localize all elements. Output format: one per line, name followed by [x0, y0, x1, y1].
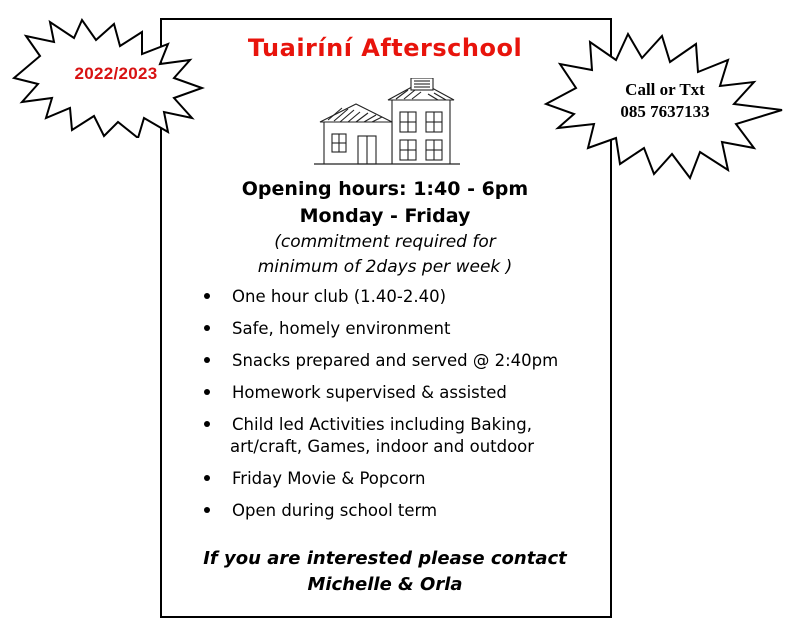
list-item-text: Friday Movie & Popcorn — [232, 468, 426, 488]
list-item — [196, 286, 596, 308]
bullet-dot-icon — [204, 357, 210, 363]
bullet-dot-icon — [204, 475, 210, 481]
contact-badge-line2: 085 7637133 — [620, 102, 710, 121]
list-item-text: Child led Activities including Baking, — [232, 414, 532, 434]
bullet-dot-icon — [204, 389, 210, 395]
bullet-dot-icon — [204, 421, 210, 427]
list-item — [196, 350, 596, 372]
contact-badge-line1: Call or Txt — [625, 80, 705, 99]
list-item — [196, 382, 596, 404]
features-list — [196, 286, 596, 532]
opening-hours-block — [175, 176, 595, 279]
opening-hours-line: Opening hours: 1:40 - 6pm — [241, 178, 529, 200]
list-item-text-continued: art/craft, Games, indoor and outdoor — [230, 436, 535, 456]
commitment-note-line2: minimum of 2days per week ) — [257, 256, 513, 277]
list-item-text: Safe, homely environment — [232, 318, 451, 338]
bullet-dot-icon — [204, 325, 210, 331]
list-item — [196, 468, 596, 490]
list-item — [196, 414, 596, 458]
contact-footer — [175, 546, 595, 598]
opening-days-line: Monday - Friday — [299, 204, 471, 227]
schoolhouse-icon — [300, 78, 476, 170]
bullet-dot-icon — [204, 293, 210, 299]
list-item-text: Snacks prepared and served @ 2:40pm — [232, 350, 559, 370]
page-title: Tuairíní Afterschool — [247, 34, 523, 62]
bullet-dot-icon — [204, 507, 210, 513]
list-item-text: Open during school term — [232, 500, 438, 520]
list-item — [196, 318, 596, 340]
list-item-text: Homework supervised & assisted — [232, 382, 507, 402]
commitment-note-line1: (commitment required for — [274, 231, 496, 252]
schoolhouse-illustration — [300, 78, 476, 170]
footer-line1: If you are interested please contact — [203, 548, 567, 569]
list-item-text: One hour club (1.40-2.40) — [232, 287, 447, 306]
footer-line2: Michelle & Orla — [307, 574, 463, 596]
list-item — [196, 500, 596, 522]
year-badge-label: 2022/2023 — [74, 64, 158, 83]
